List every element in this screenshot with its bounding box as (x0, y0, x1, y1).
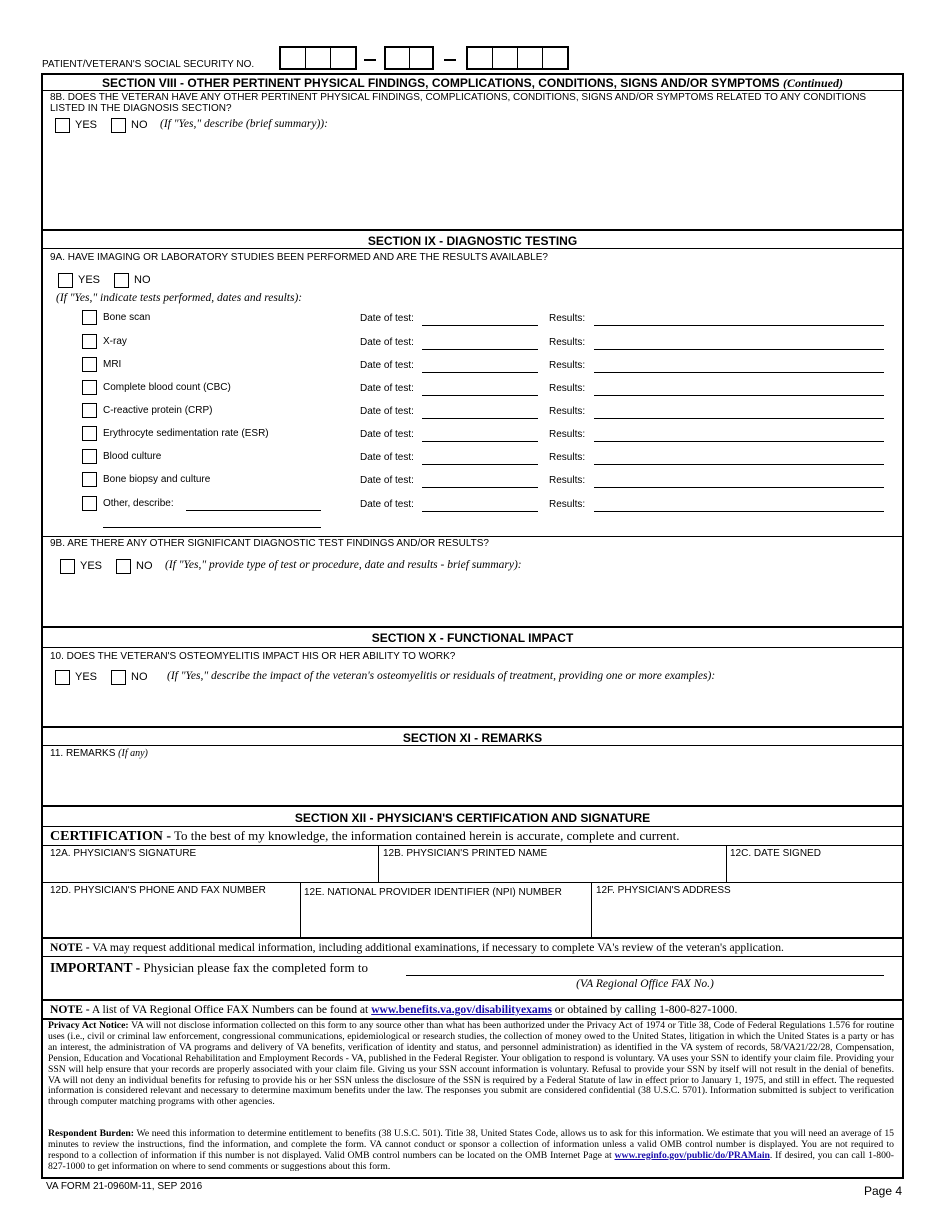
npi-number-field[interactable] (301, 883, 590, 937)
test-label: Other, describe: (103, 498, 174, 509)
section-12-title: SECTION XII - PHYSICIAN'S CERTIFICATION AND SIGNATURE (294, 811, 651, 825)
important-label: IMPORTANT - (50, 960, 141, 975)
q8b-yes-checkbox[interactable] (55, 118, 70, 133)
section-11-title: SECTION XI - REMARKS (402, 731, 543, 745)
results-label: Results: (549, 337, 586, 348)
date-of-test-label: Date of test: (360, 313, 414, 324)
date-of-test-field[interactable] (422, 418, 538, 419)
q10-response-area[interactable] (50, 688, 895, 723)
date-of-test-field[interactable] (422, 325, 538, 326)
date-of-test-field[interactable] (422, 441, 538, 442)
physician-printed-name-field[interactable] (379, 846, 725, 882)
note-fax-list: NOTE - A list of VA Regional Office FAX Numbers can be found at www.benefits.va.gov/disabilityexams or obtained by calling 1-800-827-1000. (50, 1003, 738, 1016)
test-label: C-reactive protein (CRP) (103, 405, 213, 416)
test-checkbox[interactable] (82, 472, 97, 487)
date-of-test-label: Date of test: (360, 383, 414, 394)
test-checkbox[interactable] (82, 334, 97, 349)
results-field[interactable] (594, 418, 884, 419)
ssn-field-part3[interactable] (466, 46, 569, 70)
question-11-hint: (If any) (118, 748, 148, 759)
field-12f-label: 12F. PHYSICIAN'S ADDRESS (596, 885, 731, 896)
test-label: Bone biopsy and culture (103, 474, 211, 485)
section-8-continued: (Continued) (782, 76, 843, 90)
question-10: 10. DOES THE VETERAN'S OSTEOMYELITIS IMPACT HIS OR HER ABILITY TO WORK? (50, 651, 456, 662)
date-signed-field[interactable] (727, 846, 902, 882)
physician-signature-field[interactable] (44, 846, 377, 882)
question-9a: 9A. HAVE IMAGING OR LABORATORY STUDIES BEEN PERFORMED AND ARE THE RESULTS AVAILABLE? (50, 252, 548, 263)
burden-label: Respondent Burden: (48, 1128, 135, 1139)
date-of-test-label: Date of test: (360, 406, 414, 417)
results-label: Results: (549, 475, 586, 486)
section-8-title: SECTION VIII - OTHER PERTINENT PHYSICAL FINDINGS, COMPLICATIONS, CONDITIONS, SIGNS AND/OR SYMPTOMS (Continued) (102, 76, 843, 90)
q10-hint: (If "Yes," describe the impact of the veteran's osteomyelitis or residuals of treatment, providing one or more examples): (167, 670, 716, 682)
q9b-no-label: NO (136, 560, 153, 572)
q9b-no-checkbox[interactable] (116, 559, 131, 574)
physician-address-field[interactable] (592, 883, 902, 937)
phone-fax-field[interactable] (44, 883, 299, 937)
date-of-test-label: Date of test: (360, 475, 414, 486)
q8b-no-label: NO (131, 119, 148, 131)
results-label: Results: (549, 429, 586, 440)
remarks-response-area[interactable] (50, 762, 895, 802)
q8b-no-checkbox[interactable] (111, 118, 126, 133)
q10-no-checkbox[interactable] (111, 670, 126, 685)
disability-exams-link[interactable]: www.benefits.va.gov/disabilityexams (371, 1003, 552, 1016)
results-field[interactable] (594, 511, 884, 512)
question-9b: 9B. ARE THERE ANY OTHER SIGNIFICANT DIAGNOSTIC TEST FINDINGS AND/OR RESULTS? (50, 538, 489, 549)
reginfo-link[interactable]: www.reginfo.gov/public/do/PRAMain (614, 1149, 770, 1161)
q8b-response-area[interactable] (50, 135, 895, 225)
q9a-yes-label: YES (78, 274, 101, 286)
note-label: NOTE - (50, 941, 90, 954)
date-of-test-field[interactable] (422, 395, 538, 396)
section-10-title: SECTION X - FUNCTIONAL IMPACT (371, 631, 574, 645)
important-fax-instruction: IMPORTANT - Physician please fax the completed form to (50, 960, 368, 975)
test-label: Blood culture (103, 451, 162, 462)
q10-yes-checkbox[interactable] (55, 670, 70, 685)
q9b-yes-label: YES (80, 560, 103, 572)
date-of-test-field[interactable] (422, 487, 538, 488)
q8b-hint: (If "Yes," describe (brief summary)): (160, 118, 328, 130)
date-of-test-field[interactable] (422, 349, 538, 350)
privacy-label: Privacy Act Notice: (48, 1020, 129, 1031)
results-label: Results: (549, 313, 586, 324)
results-label: Results: (549, 360, 586, 371)
q9a-yes-checkbox[interactable] (58, 273, 73, 288)
q10-yes-label: YES (75, 671, 98, 683)
question-11: 11. REMARKS (If any) (50, 748, 148, 759)
q9b-hint: (If "Yes," provide type of test or procedure, date and results - brief summary): (165, 559, 522, 571)
q9a-no-checkbox[interactable] (114, 273, 129, 288)
date-of-test-label: Date of test: (360, 429, 414, 440)
question-8b: 8B. DOES THE VETERAN HAVE ANY OTHER PERTINENT PHYSICAL FINDINGS, COMPLICATIONS, CONDITIONS, SIGNS AND/OR SYMPTOMS RELATED TO ANY CONDITIONS LISTED IN THE DIAGNOSIS SECTION? (50, 92, 867, 114)
test-checkbox[interactable] (82, 380, 97, 395)
note-request-info: NOTE - VA may request additional medical information, including additional examinations, if necessary to complete VA's review of the veteran's application. (50, 941, 784, 954)
field-12a-label: 12A. PHYSICIAN'S SIGNATURE (50, 848, 197, 859)
fax-caption: (VA Regional Office FAX No.) (576, 978, 714, 990)
test-checkbox[interactable] (82, 357, 97, 372)
note2-label: NOTE - (50, 1003, 90, 1016)
test-checkbox[interactable] (82, 310, 97, 325)
test-label: Erythrocyte sedimentation rate (ESR) (103, 428, 269, 439)
test-checkbox[interactable] (82, 403, 97, 418)
field-12b-label: 12B. PHYSICIAN'S PRINTED NAME (383, 848, 548, 859)
form-id: VA FORM 21-0960M-11, SEP 2016 (46, 1181, 203, 1192)
q9b-response-area[interactable] (50, 577, 895, 622)
test-checkbox[interactable] (82, 426, 97, 441)
results-label: Results: (549, 406, 586, 417)
certification-statement: CERTIFICATION - To the best of my knowledge, the information contained herein is accurate, complete and current. (50, 828, 680, 844)
results-label: Results: (549, 383, 586, 394)
date-of-test-field[interactable] (422, 372, 538, 373)
date-of-test-label: Date of test: (360, 360, 414, 371)
page-number: Page 4 (864, 1184, 903, 1198)
test-label: MRI (103, 359, 122, 370)
q10-no-label: NO (131, 671, 148, 683)
results-field[interactable] (594, 395, 884, 396)
results-field[interactable] (594, 372, 884, 373)
results-label: Results: (549, 499, 586, 510)
field-12c-label: 12C. DATE SIGNED (730, 848, 821, 859)
q9b-yes-checkbox[interactable] (60, 559, 75, 574)
field-12e-label: 12E. NATIONAL PROVIDER IDENTIFIER (NPI) NUMBER (304, 887, 562, 898)
results-field[interactable] (594, 487, 884, 488)
other-describe-line-2[interactable] (103, 527, 321, 528)
q8b-yes-label: YES (75, 119, 98, 131)
ssn-separator (444, 59, 456, 61)
results-label: Results: (549, 452, 586, 463)
ssn-field-part2[interactable] (384, 46, 434, 70)
date-of-test-label: Date of test: (360, 499, 414, 510)
ssn-field-part1[interactable] (279, 46, 357, 70)
date-of-test-label: Date of test: (360, 452, 414, 463)
date-of-test-field[interactable] (422, 511, 538, 512)
results-field[interactable] (594, 441, 884, 442)
date-of-test-label: Date of test: (360, 337, 414, 348)
ssn-label: PATIENT/VETERAN'S SOCIAL SECURITY NO. (42, 59, 255, 70)
results-field[interactable] (594, 464, 884, 465)
other-describe-line[interactable] (186, 510, 321, 511)
test-checkbox[interactable] (82, 449, 97, 464)
date-of-test-field[interactable] (422, 464, 538, 465)
privacy-act-notice: Privacy Act Notice: VA will not disclose information collected on this form to any source other than what has been authorized under the Privacy Act of 1974 or Title 38, Code of Federal Regulations 1.576 for routine uses (i.e., civil or criminal law enforcement, congressional communications, epidemiological or research studies, the collection of money owed to the United States, litigation in which the United States is a party or has an interest, the administration of VA programs and delivery of VA benefits, verification of identity and status, and personnel administration) as identified in the VA system of records, 58/VA21/22/28, Compensation, Pension, Education and Vocational Rehabilitation and Employment Records - VA, published in the Federal Register. Your obligation to respond is voluntary. VA uses your SSN to identify your claim file. Providing your SSN will help ensure that your records are properly associated with your claim file. Giving us your SSN account information is voluntary. Refusal to provide your SSN by itself will not result in the denial of benefits. VA will not deny an individual benefits for refusing to provide his or her SSN unless the disclosure of the SSN is required by a Federal Statute of law in effect prior to January 1, 1975, and still in effect. The requested information is considered relevant and necessary to determine maximum benefits under the law. The responses you submit are considered confidential (38 U.S.C. 5701). Information submitted is subject to verification through computer matching programs with other agencies. (48, 1020, 895, 1108)
results-field[interactable] (594, 325, 884, 326)
q9a-hint: (If "Yes," indicate tests performed, dates and results): (56, 292, 303, 304)
q9a-no-label: NO (134, 274, 151, 286)
test-label: X-ray (103, 336, 127, 347)
certification-label: CERTIFICATION - (50, 829, 171, 844)
field-12d-label: 12D. PHYSICIAN'S PHONE AND FAX NUMBER (50, 885, 266, 896)
test-checkbox[interactable] (82, 496, 97, 511)
va-fax-number-field[interactable] (406, 975, 884, 976)
test-label: Complete blood count (CBC) (103, 382, 231, 393)
results-field[interactable] (594, 349, 884, 350)
section-9-title: SECTION IX - DIAGNOSTIC TESTING (367, 234, 578, 248)
test-label: Bone scan (103, 312, 151, 323)
ssn-separator (364, 59, 376, 61)
respondent-burden: Respondent Burden: We need this information to determine entitlement to benefits (38 U.S.C. 501). Title 38, United States Code, allows us to ask for this information. We estimate that you will need an average of 15 minutes to review the instructions, find the information, and complete the form. VA cannot conduct or sponsor a collection of information unless a valid OMB control number is displayed. You are not required to respond to a collection of information if this number is not displayed. Valid OMB control numbers can be located on the OMB Internet Page at www.reginfo.gov/public/do/PRAMain. If desired, you can call 1-800-827-1000 to get information on where to send comments or suggestions about this form. (48, 1128, 895, 1172)
